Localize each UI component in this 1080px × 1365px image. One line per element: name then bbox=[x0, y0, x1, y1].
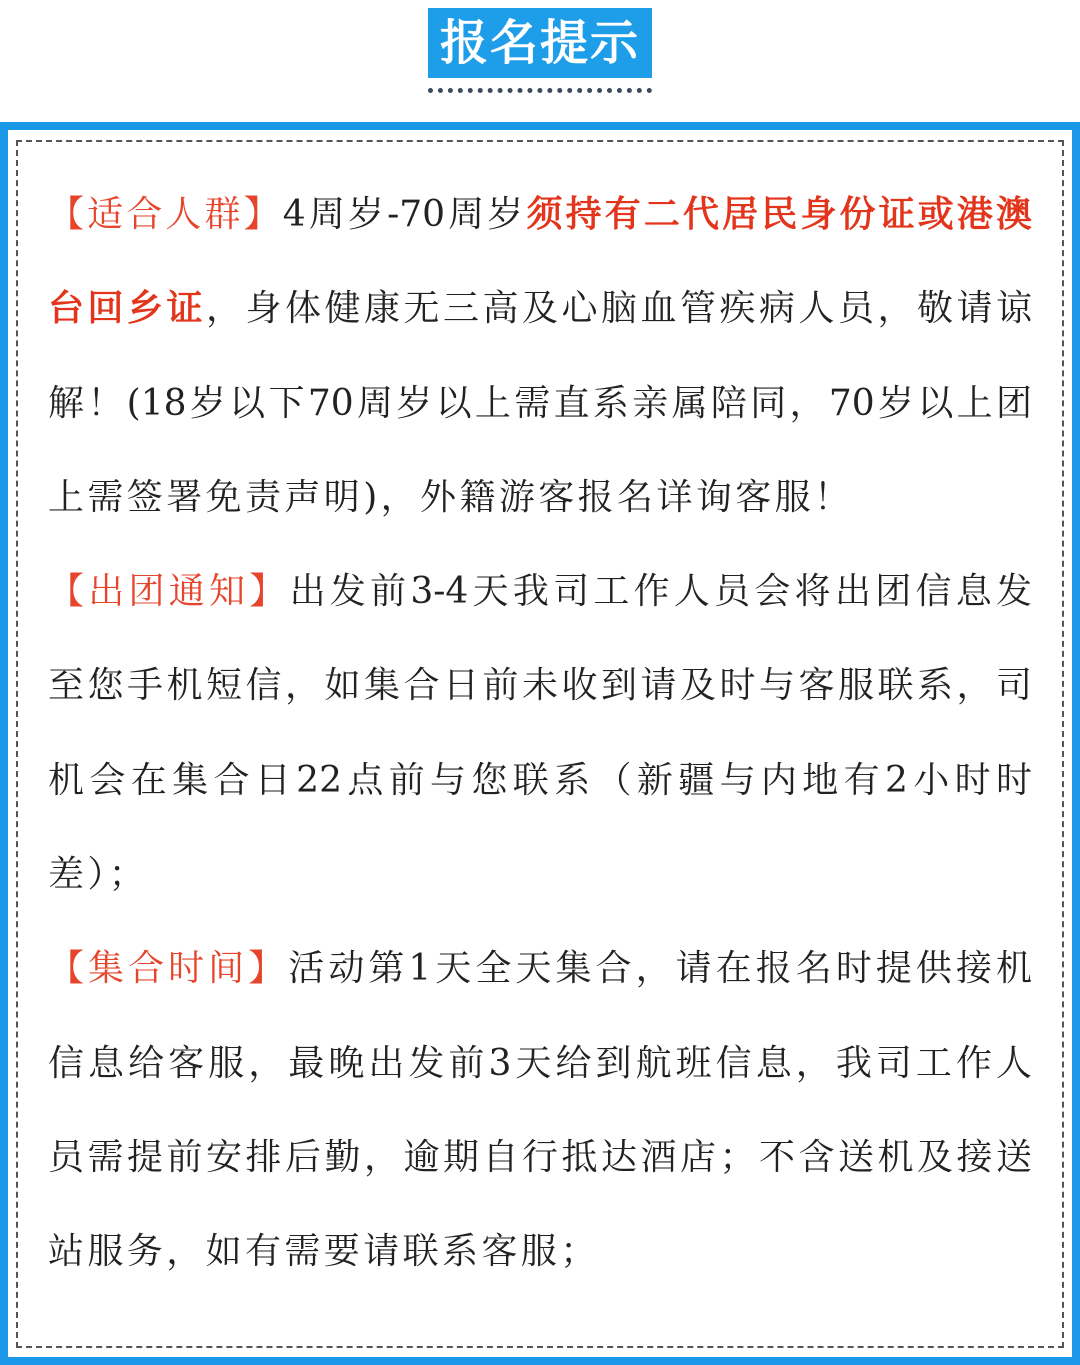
text-line bbox=[48, 545, 1032, 639]
text-line bbox=[48, 1111, 1032, 1205]
page-title: 报名提示 bbox=[439, 15, 640, 71]
text-line bbox=[48, 828, 1032, 922]
body-text: 员需提前安排后勤，逾期自行抵达酒店；不含送机及接送 bbox=[48, 1136, 1032, 1178]
text-line bbox=[48, 262, 1032, 356]
title-dotted-divider bbox=[428, 88, 652, 93]
text-line bbox=[48, 168, 1032, 262]
section-eligibility bbox=[48, 168, 1032, 545]
body-text: 机会在集合日22点前与您联系（新疆与内地有2小时时 bbox=[48, 759, 1032, 801]
text-line bbox=[48, 357, 1032, 451]
section-departure-notice bbox=[48, 545, 1032, 922]
text-line bbox=[48, 639, 1032, 733]
text-line bbox=[48, 1017, 1032, 1111]
body-text: 活动第1天全天集合，请在报名时提供接机 bbox=[288, 948, 1032, 990]
highlight-text: 台回乡证 bbox=[48, 288, 206, 330]
section-label: 【集合时间】 bbox=[48, 948, 289, 990]
section-meeting-time bbox=[48, 922, 1032, 1299]
text-line bbox=[48, 451, 1032, 545]
body-text: 出发前3-4天我司工作人员会将出团信息发 bbox=[289, 571, 1032, 613]
text-line bbox=[48, 922, 1032, 1016]
body-text: 至您手机短信，如集合日前未收到请及时与客服联系，司 bbox=[48, 665, 1032, 707]
text-line bbox=[48, 1205, 1032, 1299]
section-label: 【适合人群】 bbox=[48, 194, 283, 235]
notice-content bbox=[48, 168, 1032, 1300]
body-text: 差）； bbox=[48, 854, 149, 896]
title-banner bbox=[428, 8, 652, 78]
body-text: 信息给客服，最晚出发前3天给到航班信息，我司工作人 bbox=[48, 1042, 1032, 1084]
body-text: ，身体健康无三高及心脑血管疾病人员，敬请谅 bbox=[206, 288, 1032, 330]
text-line bbox=[48, 734, 1032, 828]
body-text: 4周岁-70周岁 bbox=[282, 194, 527, 235]
body-text: 上需签署免责声明)，外籍游客报名详询客服！ bbox=[48, 476, 854, 518]
section-label: 【出团通知】 bbox=[48, 571, 290, 613]
body-text: 解！(18岁以下70周岁以上需直系亲属陪同，70岁以上团 bbox=[48, 382, 1032, 424]
body-text: 站服务，如有需要请联系客服； bbox=[48, 1231, 600, 1273]
highlight-text: 须持有二代居民身份证或港澳 bbox=[526, 194, 1032, 235]
